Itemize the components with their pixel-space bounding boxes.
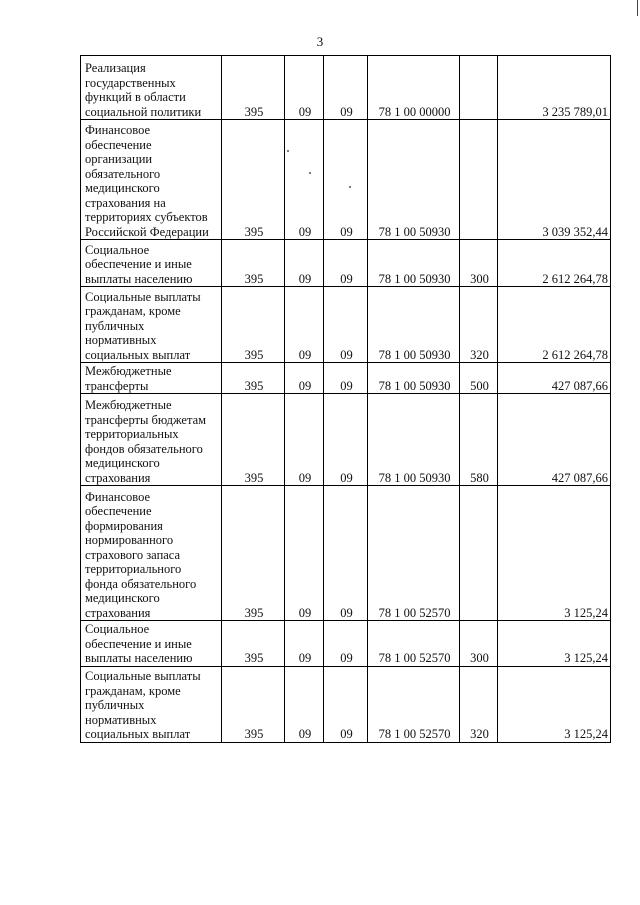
admin-code-cell: 395 xyxy=(222,666,285,742)
expense-type-cell: 300 xyxy=(460,240,498,287)
table-row xyxy=(81,120,611,240)
row-name-cell: Реализация государственных функций в области социальной политики xyxy=(81,56,222,120)
section-code-cell: 09 xyxy=(285,240,324,287)
section-code-cell: 09 xyxy=(285,486,324,621)
expense-type-cell xyxy=(460,486,498,621)
row-name-cell: Межбюджетные трансферты бюджетам территориальных фондов обязательного медицинского страхования xyxy=(81,394,222,486)
scan-speck xyxy=(287,150,289,152)
table-row xyxy=(81,666,611,742)
table-row xyxy=(81,621,611,667)
target-code-cell: 78 1 00 50930 xyxy=(368,394,460,486)
amount-cell: 3 125,24 xyxy=(498,666,611,742)
amount-cell: 2 612 264,78 xyxy=(498,240,611,287)
subsection-code-cell: 09 xyxy=(324,621,368,667)
admin-code-cell: 395 xyxy=(222,621,285,667)
subsection-code-cell: 09 xyxy=(324,486,368,621)
subsection-code-cell: 09 xyxy=(324,56,368,120)
subsection-code-cell: 09 xyxy=(324,120,368,240)
subsection-code-cell: 09 xyxy=(324,394,368,486)
row-name-cell: Социальное обеспечение и иные выплаты населению xyxy=(81,621,222,667)
expense-type-cell: 320 xyxy=(460,666,498,742)
table-row xyxy=(81,240,611,287)
amount-cell: 3 125,24 xyxy=(498,486,611,621)
scan-edge-mark xyxy=(637,0,638,16)
subsection-code-cell: 09 xyxy=(324,240,368,287)
admin-code-cell: 395 xyxy=(222,240,285,287)
section-code-cell: 09 xyxy=(285,120,324,240)
target-code-cell: 78 1 00 50930 xyxy=(368,363,460,394)
row-name-cell: Межбюджетные трансферты xyxy=(81,363,222,394)
expense-type-cell: 320 xyxy=(460,287,498,363)
admin-code-cell: 395 xyxy=(222,287,285,363)
table-row xyxy=(81,287,611,363)
expense-type-cell xyxy=(460,56,498,120)
admin-code-cell: 395 xyxy=(222,486,285,621)
scan-speck xyxy=(309,172,311,174)
admin-code-cell: 395 xyxy=(222,56,285,120)
section-code-cell: 09 xyxy=(285,394,324,486)
row-name-cell: Финансовое обеспечение формирования нормированного страхового запаса территориального фонда обязательного медицинского страхования xyxy=(81,486,222,621)
amount-cell: 427 087,66 xyxy=(498,394,611,486)
section-code-cell: 09 xyxy=(285,363,324,394)
target-code-cell: 78 1 00 52570 xyxy=(368,666,460,742)
section-code-cell: 09 xyxy=(285,666,324,742)
table-row xyxy=(81,394,611,486)
row-name-cell: Финансовое обеспечение организации обязательного медицинского страхования на территориях субъектов Российской Федерации xyxy=(81,120,222,240)
admin-code-cell: 395 xyxy=(222,394,285,486)
amount-cell: 3 125,24 xyxy=(498,621,611,667)
expense-type-cell: 580 xyxy=(460,394,498,486)
expense-type-cell: 500 xyxy=(460,363,498,394)
scan-speck xyxy=(349,186,351,188)
expense-type-cell: 300 xyxy=(460,621,498,667)
row-name-cell: Социальное обеспечение и иные выплаты населению xyxy=(81,240,222,287)
amount-cell: 3 235 789,01 xyxy=(498,56,611,120)
page-number: 3 xyxy=(316,34,324,49)
subsection-code-cell: 09 xyxy=(324,363,368,394)
target-code-cell: 78 1 00 00000 xyxy=(368,56,460,120)
section-code-cell: 09 xyxy=(285,287,324,363)
target-code-cell: 78 1 00 50930 xyxy=(368,240,460,287)
row-name-cell: Социальные выплаты гражданам, кроме публичных нормативных социальных выплат xyxy=(81,666,222,742)
section-code-cell: 09 xyxy=(285,56,324,120)
subsection-code-cell: 09 xyxy=(324,287,368,363)
amount-cell: 2 612 264,78 xyxy=(498,287,611,363)
admin-code-cell: 395 xyxy=(222,363,285,394)
section-code-cell: 09 xyxy=(285,621,324,667)
target-code-cell: 78 1 00 50930 xyxy=(368,287,460,363)
target-code-cell: 78 1 00 50930 xyxy=(368,120,460,240)
table-row xyxy=(81,363,611,394)
row-name-cell: Социальные выплаты гражданам, кроме публичных нормативных социальных выплат xyxy=(81,287,222,363)
subsection-code-cell: 09 xyxy=(324,666,368,742)
expense-type-cell xyxy=(460,120,498,240)
admin-code-cell: 395 xyxy=(222,120,285,240)
table-row xyxy=(81,56,611,120)
amount-cell: 3 039 352,44 xyxy=(498,120,611,240)
budget-table xyxy=(80,55,611,743)
target-code-cell: 78 1 00 52570 xyxy=(368,621,460,667)
target-code-cell: 78 1 00 52570 xyxy=(368,486,460,621)
amount-cell: 427 087,66 xyxy=(498,363,611,394)
table-row xyxy=(81,486,611,621)
